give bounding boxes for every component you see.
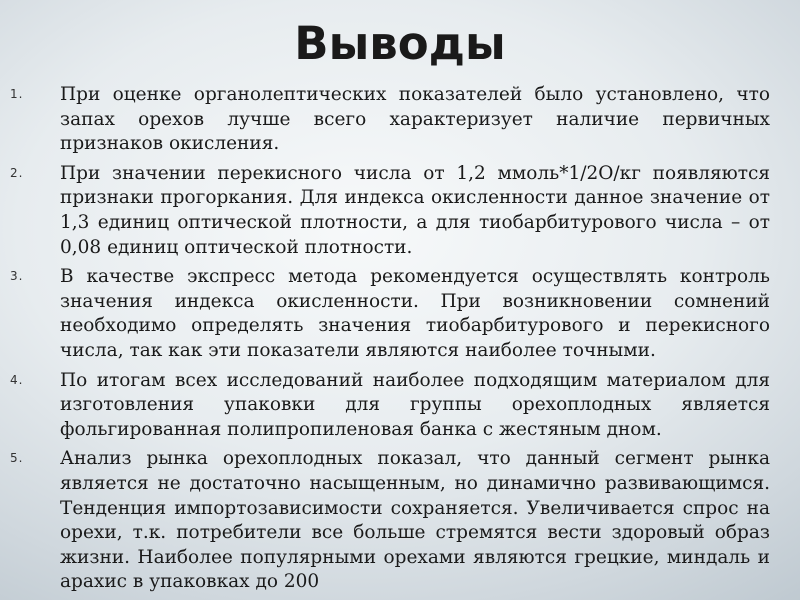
- slide-title: Выводы: [294, 17, 506, 70]
- conclusions-list: [0, 83, 800, 600]
- item-number: 4.: [10, 372, 24, 387]
- list-item: [0, 447, 800, 595]
- list-item: [0, 369, 800, 443]
- item-text: В качестве экспресс метода рекомендуется осуществлять контроль значения индекса окисленности. При возникновении сомнений необходимо определять значения тиобарбитурового и перекисного числа, так как эти показатели являются наиболее точными.: [60, 266, 770, 361]
- item-number: 3.: [10, 269, 24, 284]
- item-number: 2.: [10, 165, 24, 180]
- list-item: [0, 265, 800, 363]
- item-number: 5.: [10, 451, 24, 466]
- item-number: 1.: [10, 87, 24, 101]
- item-text: При значении перекисного числа от 1,2 ммоль*1/2О/кг появляются признаки прогоркания. Для индекса окисленности данное значение от 1,3 единиц оптической плотности, а для тиобарбитурового числа – от 0,08 единиц оптической плотности.: [60, 162, 770, 258]
- item-text: При оценке органолептических показателей было установлено, что запах орехов лучше всего характеризует наличие первичных признаков окисления.: [60, 84, 770, 155]
- item-text: По итогам всех исследований наиболее подходящим материалом для изготовления упаковки для группы орехоплодных является фольгированная полипропиленовая банка с жестяным дном.: [60, 369, 770, 440]
- list-item: [0, 83, 800, 157]
- item-text: Анализ рынка орехоплодных показал, что данный сегмент рынка является не достаточно насыщенным, но динамично развивающимся. Тенденция импортозависимости сохраняется. Увеличивается спрос на орехи, т.к. потребители все больше стремятся вести здоровый образ жизни. Наиболее популярными орехами являются грецкие, миндаль и арахис в упаковках до 200: [60, 448, 770, 593]
- list-item: [0, 162, 800, 260]
